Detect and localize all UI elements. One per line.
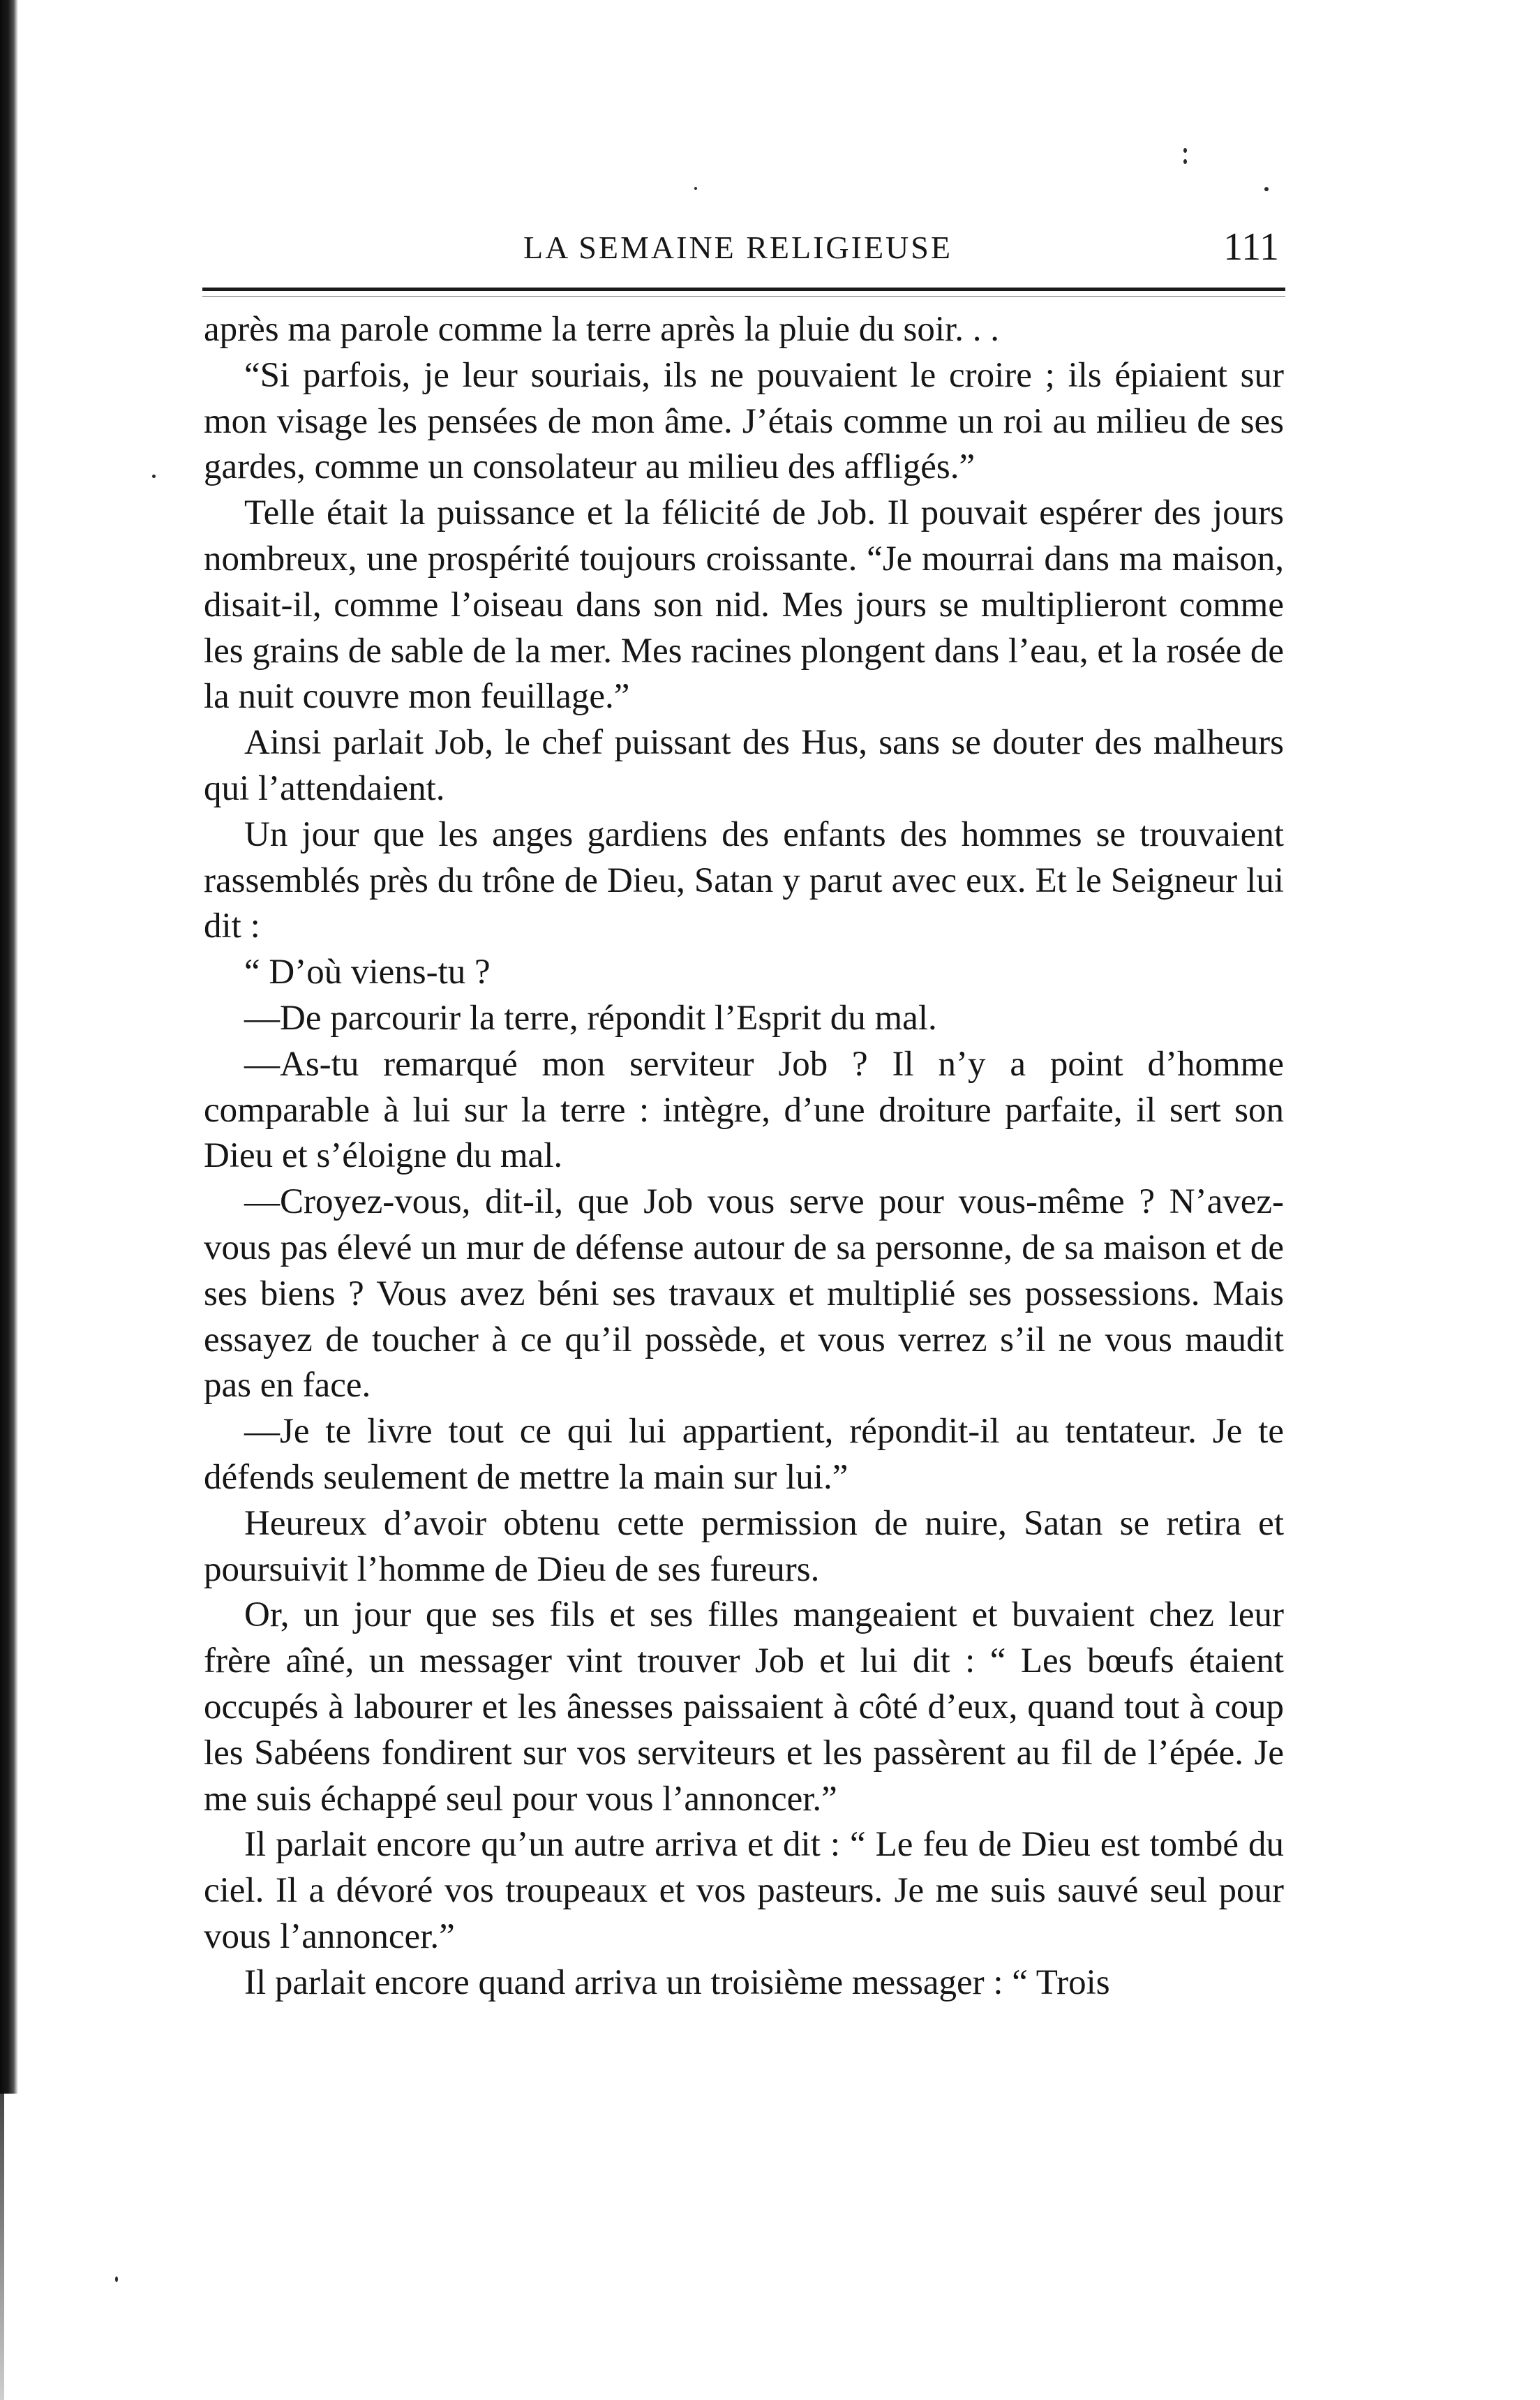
binding-edge-shadow-lower: [0, 2094, 4, 2400]
paragraph: “Si parfois, je leur souriais, ils ne pouvaient le croire ; ils épiaient sur mon visage les pensées de mon âme. J’étais comme un roi au milieu de ses gardes, comme un consolateur au milieu des affligés.”: [204, 355, 1284, 487]
paragraph: après ma parole comme la terre après la pluie du soir. . .: [204, 310, 999, 349]
scan-speck: [1183, 148, 1187, 153]
page-header: [202, 216, 1287, 279]
running-title: LA SEMAINE RELIGIEUSE: [523, 230, 952, 265]
paragraph: —Je te livre tout ce qui lui appartient, répondit-il au tentateur. Je te défends seulement de mettre la main sur lui.”: [204, 1412, 1284, 1497]
scan-speck: [694, 187, 697, 190]
paragraph: —As-tu remarqué mon serviteur Job ? Il n’y a point d’homme comparable à lui sur la terre : intègre, d’une droiture parfaite, il sert son Dieu et s’éloigne du mal.: [204, 1044, 1284, 1176]
paragraph: Heureux d’avoir obtenu cette permission de nuire, Satan se retira et poursuivit l’homme de Dieu de ses fureurs.: [204, 1503, 1284, 1589]
scan-speck: [115, 2276, 118, 2282]
binding-edge-shadow: [0, 0, 18, 2094]
scan-speck: [1183, 159, 1187, 164]
paragraph: Telle était la puissance et la félicité de Job. Il pouvait espérer des jours nombreux, une prospérité toujours croissante. “Je mourrai dans ma maison, disait-il, comme l’oiseau dans son nid. Mes jours se multiplieront comme les grains de sable de la mer. Mes racines plongent dans l’eau, et la rosée de la nuit couvre mon feuillage.”: [204, 493, 1284, 717]
paragraph: —De parcourir la terre, répondit l’Esprit du mal.: [244, 998, 937, 1038]
paragraph: Il parlait encore quand arriva un troisième messager : “ Trois: [244, 1962, 1110, 2002]
scan-speck: [1264, 187, 1269, 191]
paragraph: Un jour que les anges gardiens des enfants des hommes se trouvaient rassemblés près du trône de Dieu, Satan y parut avec eux. Et le Seigneur lui dit :: [204, 814, 1284, 946]
header-rule-thin: [202, 296, 1285, 297]
scan-speck: [152, 475, 156, 478]
paragraph: Il parlait encore qu’un autre arriva et dit : “ Le feu de Dieu est tombé du ciel. Il a dévoré vos troupeaux et vos pasteurs. Je me suis sauvé seul pour vous l’annoncer.”: [204, 1825, 1284, 1956]
paragraph: Ainsi parlait Job, le chef puissant des Hus, sans se douter des malheurs qui l’attendaient.: [204, 723, 1284, 808]
header-rule: [202, 288, 1285, 291]
paragraph: Or, un jour que ses fils et ses filles mangeaient et buvaient chez leur frère aîné, un messager vint trouver Job et lui dit : “ Les bœufs étaient occupés à labourer et les ânesses paissaient à côté d’eux, quand tout à coup les Sabéens fondirent sur vos serviteurs et les passèrent au fil de l’épée. Je me suis échappé seul pour vous l’annoncer.”: [204, 1595, 1284, 1819]
paragraph: —Croyez-vous, dit-il, que Job vous serve pour vous-même ? N’avez-vous pas élevé un mur de défense autour de sa personne, de sa maison et de ses biens ? Vous avez béni ses travaux et multiplié ses possessions. Mais essayez de toucher à ce qu’il possède, et vous verrez s’il ne vous maudit pas en face.: [204, 1182, 1284, 1406]
page-number: 111: [1223, 225, 1279, 269]
paragraph: “ D’où viens-tu ?: [244, 953, 491, 992]
body-text: [204, 307, 1284, 2006]
